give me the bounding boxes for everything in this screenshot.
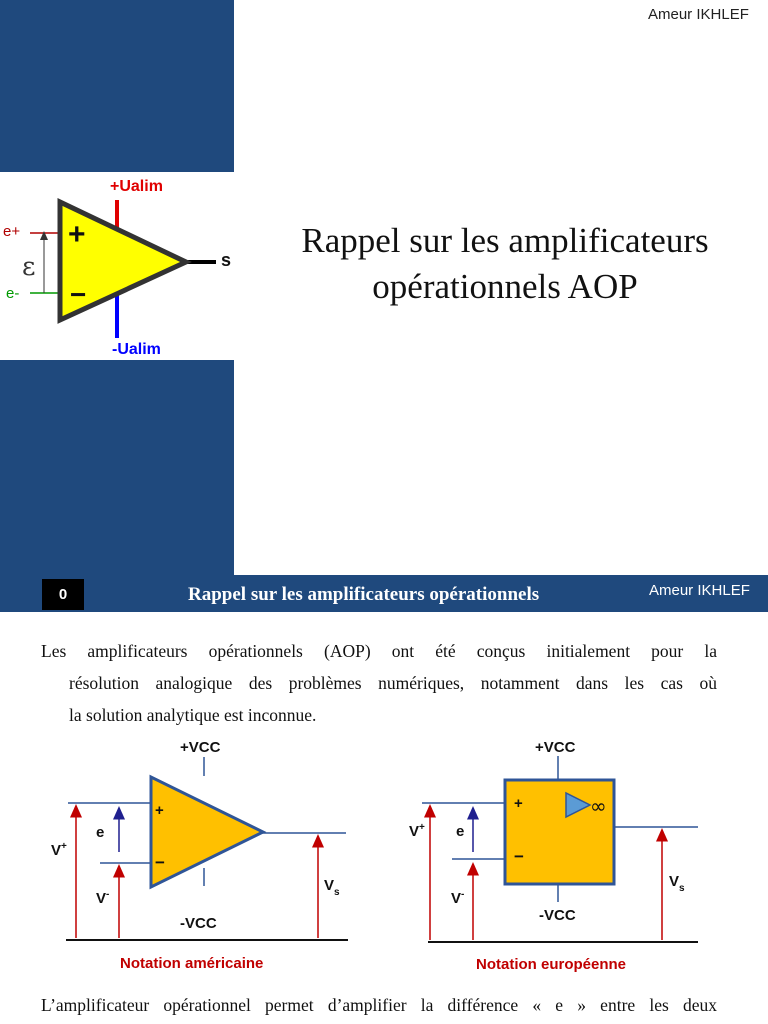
opamp-symbol-icon — [0, 172, 234, 360]
header-author: Ameur IKHLEF — [649, 582, 750, 599]
american-vminus-sup: - — [106, 889, 110, 900]
e-plus-label: e+ — [3, 223, 21, 240]
epsilon-label: ε — [22, 252, 36, 282]
svg-text:V- — [96, 889, 109, 907]
american-vs-sub: s — [334, 887, 340, 898]
plus-supply-label: +Ualim — [110, 178, 163, 195]
paragraph-line: Les amplificateurs opérationnels (AOP) ont été conçus initialement pour la — [41, 641, 717, 661]
opamp-cover-illustration — [0, 172, 234, 360]
american-vplus-sup: + — [61, 841, 67, 852]
american-plus-sign: + — [155, 802, 164, 819]
paragraph-line: la solution analytique est inconnue. — [69, 705, 317, 725]
intro-paragraph — [41, 635, 717, 731]
cover-title — [255, 218, 755, 310]
opamp-notation-diagrams — [0, 728, 768, 978]
plus-sign: + — [68, 218, 86, 251]
european-vplus-sup: + — [419, 822, 425, 833]
svg-text:Vs — [669, 873, 685, 894]
american-e-label: e — [96, 824, 105, 841]
american-vcc-plus: +VCC — [180, 739, 221, 756]
american-caption: Notation américaine — [120, 955, 264, 972]
european-minus-sign: − — [514, 847, 524, 866]
american-amp-triangle-icon — [151, 777, 263, 887]
american-notation-diagram — [51, 739, 348, 972]
output-label: s — [221, 250, 232, 270]
european-caption: Notation européenne — [476, 956, 627, 973]
european-vs-sub: s — [679, 883, 685, 894]
paragraph-line: résolution analogique des problèmes numériques, notamment dans les cas où — [69, 673, 717, 693]
american-minus-sign: − — [155, 853, 165, 872]
european-vplus-label: V — [409, 823, 420, 840]
american-vcc-minus: -VCC — [180, 915, 217, 932]
svg-text:V+ — [51, 841, 67, 859]
header-title: Rappel sur les amplificateurs opérationnels — [188, 584, 540, 605]
european-vs-label: V — [669, 873, 680, 890]
minus-sign: − — [70, 279, 87, 310]
european-vcc-minus: -VCC — [539, 907, 576, 924]
page-number: 0 — [42, 579, 84, 610]
european-vcc-plus: +VCC — [535, 739, 576, 756]
infinity-symbol: ∞ — [590, 794, 607, 818]
svg-text:V+ — [409, 822, 425, 840]
american-vplus-label: V — [51, 842, 62, 859]
minus-supply-label: -Ualim — [112, 341, 161, 358]
svg-text:Vs — [324, 877, 340, 898]
second-paragraph: L’amplificateur opérationnel permet d’amplifier la différence « e » entre les deux — [41, 995, 717, 1015]
american-vminus-label: V — [96, 890, 107, 907]
european-plus-sign: + — [514, 795, 523, 812]
european-e-label: e — [456, 823, 465, 840]
cover-title-line1: Rappel sur les amplificateurs — [301, 221, 709, 260]
e-minus-label: e- — [6, 285, 20, 302]
cover-title-line2: opérationnels AOP — [372, 267, 638, 306]
svg-text:V- — [451, 889, 464, 907]
american-vs-label: V — [324, 877, 335, 894]
european-notation-diagram — [409, 739, 698, 973]
european-vminus-sup: - — [461, 889, 465, 900]
author-name: Ameur IKHLEF — [648, 6, 749, 23]
european-vminus-label: V — [451, 890, 462, 907]
